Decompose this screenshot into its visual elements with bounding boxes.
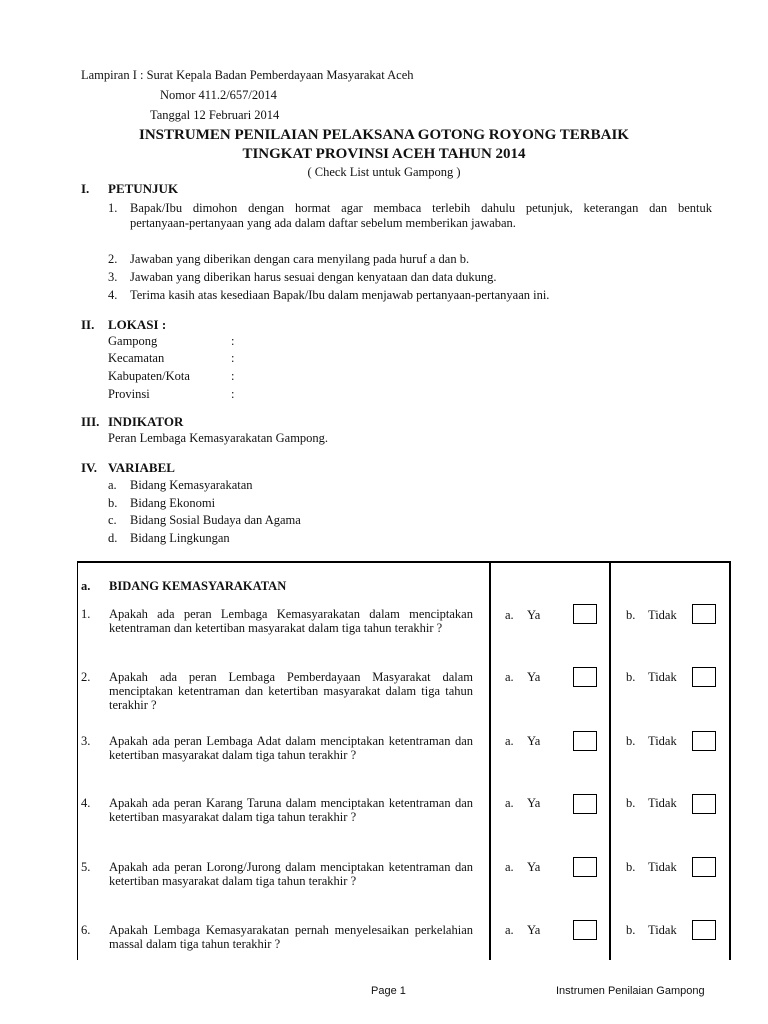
nomor-line: Nomor 411.2/657/2014 [160,88,277,102]
option-a-label: Ya [527,608,541,622]
checkbox-tidak[interactable] [692,667,716,687]
option-a-letter: a. [505,670,514,684]
section-number-petunjuk: I. [81,181,90,196]
option-a-label: Ya [527,860,541,874]
option-b-letter: b. [626,796,636,810]
section-title-lokasi: LOKASI : [108,317,167,332]
checkbox-ya[interactable] [573,794,597,814]
checkbox-tidak[interactable] [692,920,716,940]
question-number: 5. [81,860,91,874]
question-number: 4. [81,796,91,810]
option-a-label: Ya [527,796,541,810]
variabel-item-text: Bidang Kemasyarakatan [130,478,253,492]
checkbox-tidak[interactable] [692,857,716,877]
option-b-label: Tidak [648,608,677,622]
variabel-item-letter: c. [108,513,117,527]
petunjuk-item-number: 2. [108,252,118,266]
option-b-label: Tidak [648,923,677,937]
option-b-letter: b. [626,923,636,937]
question-number: 2. [81,670,91,684]
option-a-letter: a. [505,608,514,622]
document-title-line2: TINGKAT PROVINSI ACEH TAHUN 2014 [242,146,526,162]
variabel-item-text: Bidang Sosial Budaya dan Agama [130,513,301,527]
lokasi-colon: : [231,351,235,365]
option-a-label: Ya [527,670,541,684]
question-text: Apakah ada peran Lembaga Kemasyarakatan dalam menciptakan ketentraman dan ketertiban masyarakat dalam tiga tahun terakhir ? [109,607,473,635]
question-text: Apakah ada peran Lembaga Adat dalam menciptakan ketentraman dan ketertiban masyarakat dalam tiga tahun terakhir ? [109,734,473,762]
question-number: 1. [81,607,91,621]
option-b-label: Tidak [648,860,677,874]
option-a-letter: a. [505,796,514,810]
option-a-letter: a. [505,734,514,748]
checkbox-ya[interactable] [573,604,597,624]
document-subtitle: ( Check List untuk Gampong ) [307,165,461,179]
petunjuk-item-number: 3. [108,270,118,284]
tanggal-line: Tanggal 12 Februari 2014 [150,108,280,122]
checkbox-tidak[interactable] [692,794,716,814]
petunjuk-item-text: Bapak/Ibu dimohon dengan hormat agar membaca terlebih dahulu petunjuk, keterangan dan bentuk [130,201,712,215]
checkbox-ya[interactable] [573,667,597,687]
section-number-indikator: III. [81,414,100,429]
variabel-item-text: Bidang Lingkungan [130,531,230,545]
table-divider-1 [489,561,491,960]
question-text: Apakah ada peran Karang Taruna dalam menciptakan ketentraman dan ketertiban masyarakat dalam tiga tahun terakhir ? [109,796,473,824]
checkbox-tidak[interactable] [692,731,716,751]
petunjuk-item-text: Terima kasih atas kesediaan Bapak/Ibu dalam menjawab pertanyaan-pertanyaan ini. [130,288,550,302]
checkbox-tidak[interactable] [692,604,716,624]
petunjuk-item-text-cont: pertanyaan-pertanyaan yang ada dalam daftar sebelum memberikan jawaban. [130,216,516,230]
option-b-letter: b. [626,670,636,684]
checkbox-ya[interactable] [573,920,597,940]
petunjuk-item-text: Jawaban yang diberikan dengan cara menyilang pada huruf a dan b. [130,252,470,266]
lampiran-line: Lampiran I : Surat Kepala Badan Pemberdayaan Masyarakat Aceh [81,68,414,82]
lokasi-label-kabupaten: Kabupaten/Kota [108,369,190,383]
option-a-letter: a. [505,923,514,937]
question-number: 3. [81,734,91,748]
variabel-item-letter: d. [108,531,118,545]
section-number-lokasi: II. [81,317,95,332]
table-section-title: BIDANG KEMASYARAKATAN [109,579,287,593]
option-b-letter: b. [626,860,636,874]
petunjuk-item-number: 1. [108,201,118,215]
option-a-label: Ya [527,923,541,937]
footer-document-title: Instrumen Penilaian Gampong [556,985,705,997]
table-left-border [77,561,78,960]
option-a-label: Ya [527,734,541,748]
checkbox-ya[interactable] [573,857,597,877]
indikator-text: Peran Lembaga Kemasyarakatan Gampong. [108,431,329,445]
table-top-border [77,561,731,563]
lokasi-colon: : [231,369,235,383]
table-divider-2 [609,561,611,960]
lokasi-colon: : [231,334,235,348]
document-title-line1: INSTRUMEN PENILAIAN PELAKSANA GOTONG ROYONG TERBAIK [139,127,629,143]
option-b-label: Tidak [648,670,677,684]
petunjuk-item-text: Jawaban yang diberikan harus sesuai dengan kenyataan dan data dukung. [130,270,497,284]
petunjuk-item-number: 4. [108,288,118,302]
checkbox-ya[interactable] [573,731,597,751]
variabel-item-text: Bidang Ekonomi [130,496,216,510]
option-b-label: Tidak [648,734,677,748]
table-section-letter: a. [81,579,91,593]
table-right-border [729,561,731,960]
section-title-petunjuk: PETUNJUK [108,181,179,196]
question-text: Apakah Lembaga Kemasyarakatan pernah menyelesaikan perkelahian massal dalam tiga tahun terakhir ? [109,923,473,951]
variabel-item-letter: b. [108,496,118,510]
option-b-letter: b. [626,608,636,622]
option-a-letter: a. [505,860,514,874]
question-text: Apakah ada peran Lembaga Pemberdayaan Masyarakat dalam menciptakan ketentraman dan ketertiban masyarakat dalam tiga tahun terakhir ? [109,670,473,712]
question-number: 6. [81,923,91,937]
option-b-label: Tidak [648,796,677,810]
page-number: Page 1 [371,985,406,997]
question-text: Apakah ada peran Lorong/Jurong dalam menciptakan ketentraman dan ketertiban masyarakat dalam tiga tahun terakhir ? [109,860,473,888]
lokasi-colon: : [231,387,235,401]
section-title-variabel: VARIABEL [108,460,175,475]
variabel-item-letter: a. [108,478,117,492]
lokasi-label-kecamatan: Kecamatan [108,351,165,365]
lokasi-label-provinsi: Provinsi [108,387,150,401]
option-b-letter: b. [626,734,636,748]
section-title-indikator: INDIKATOR [108,414,184,429]
lokasi-label-gampong: Gampong [108,334,158,348]
section-number-variabel: IV. [81,460,98,475]
